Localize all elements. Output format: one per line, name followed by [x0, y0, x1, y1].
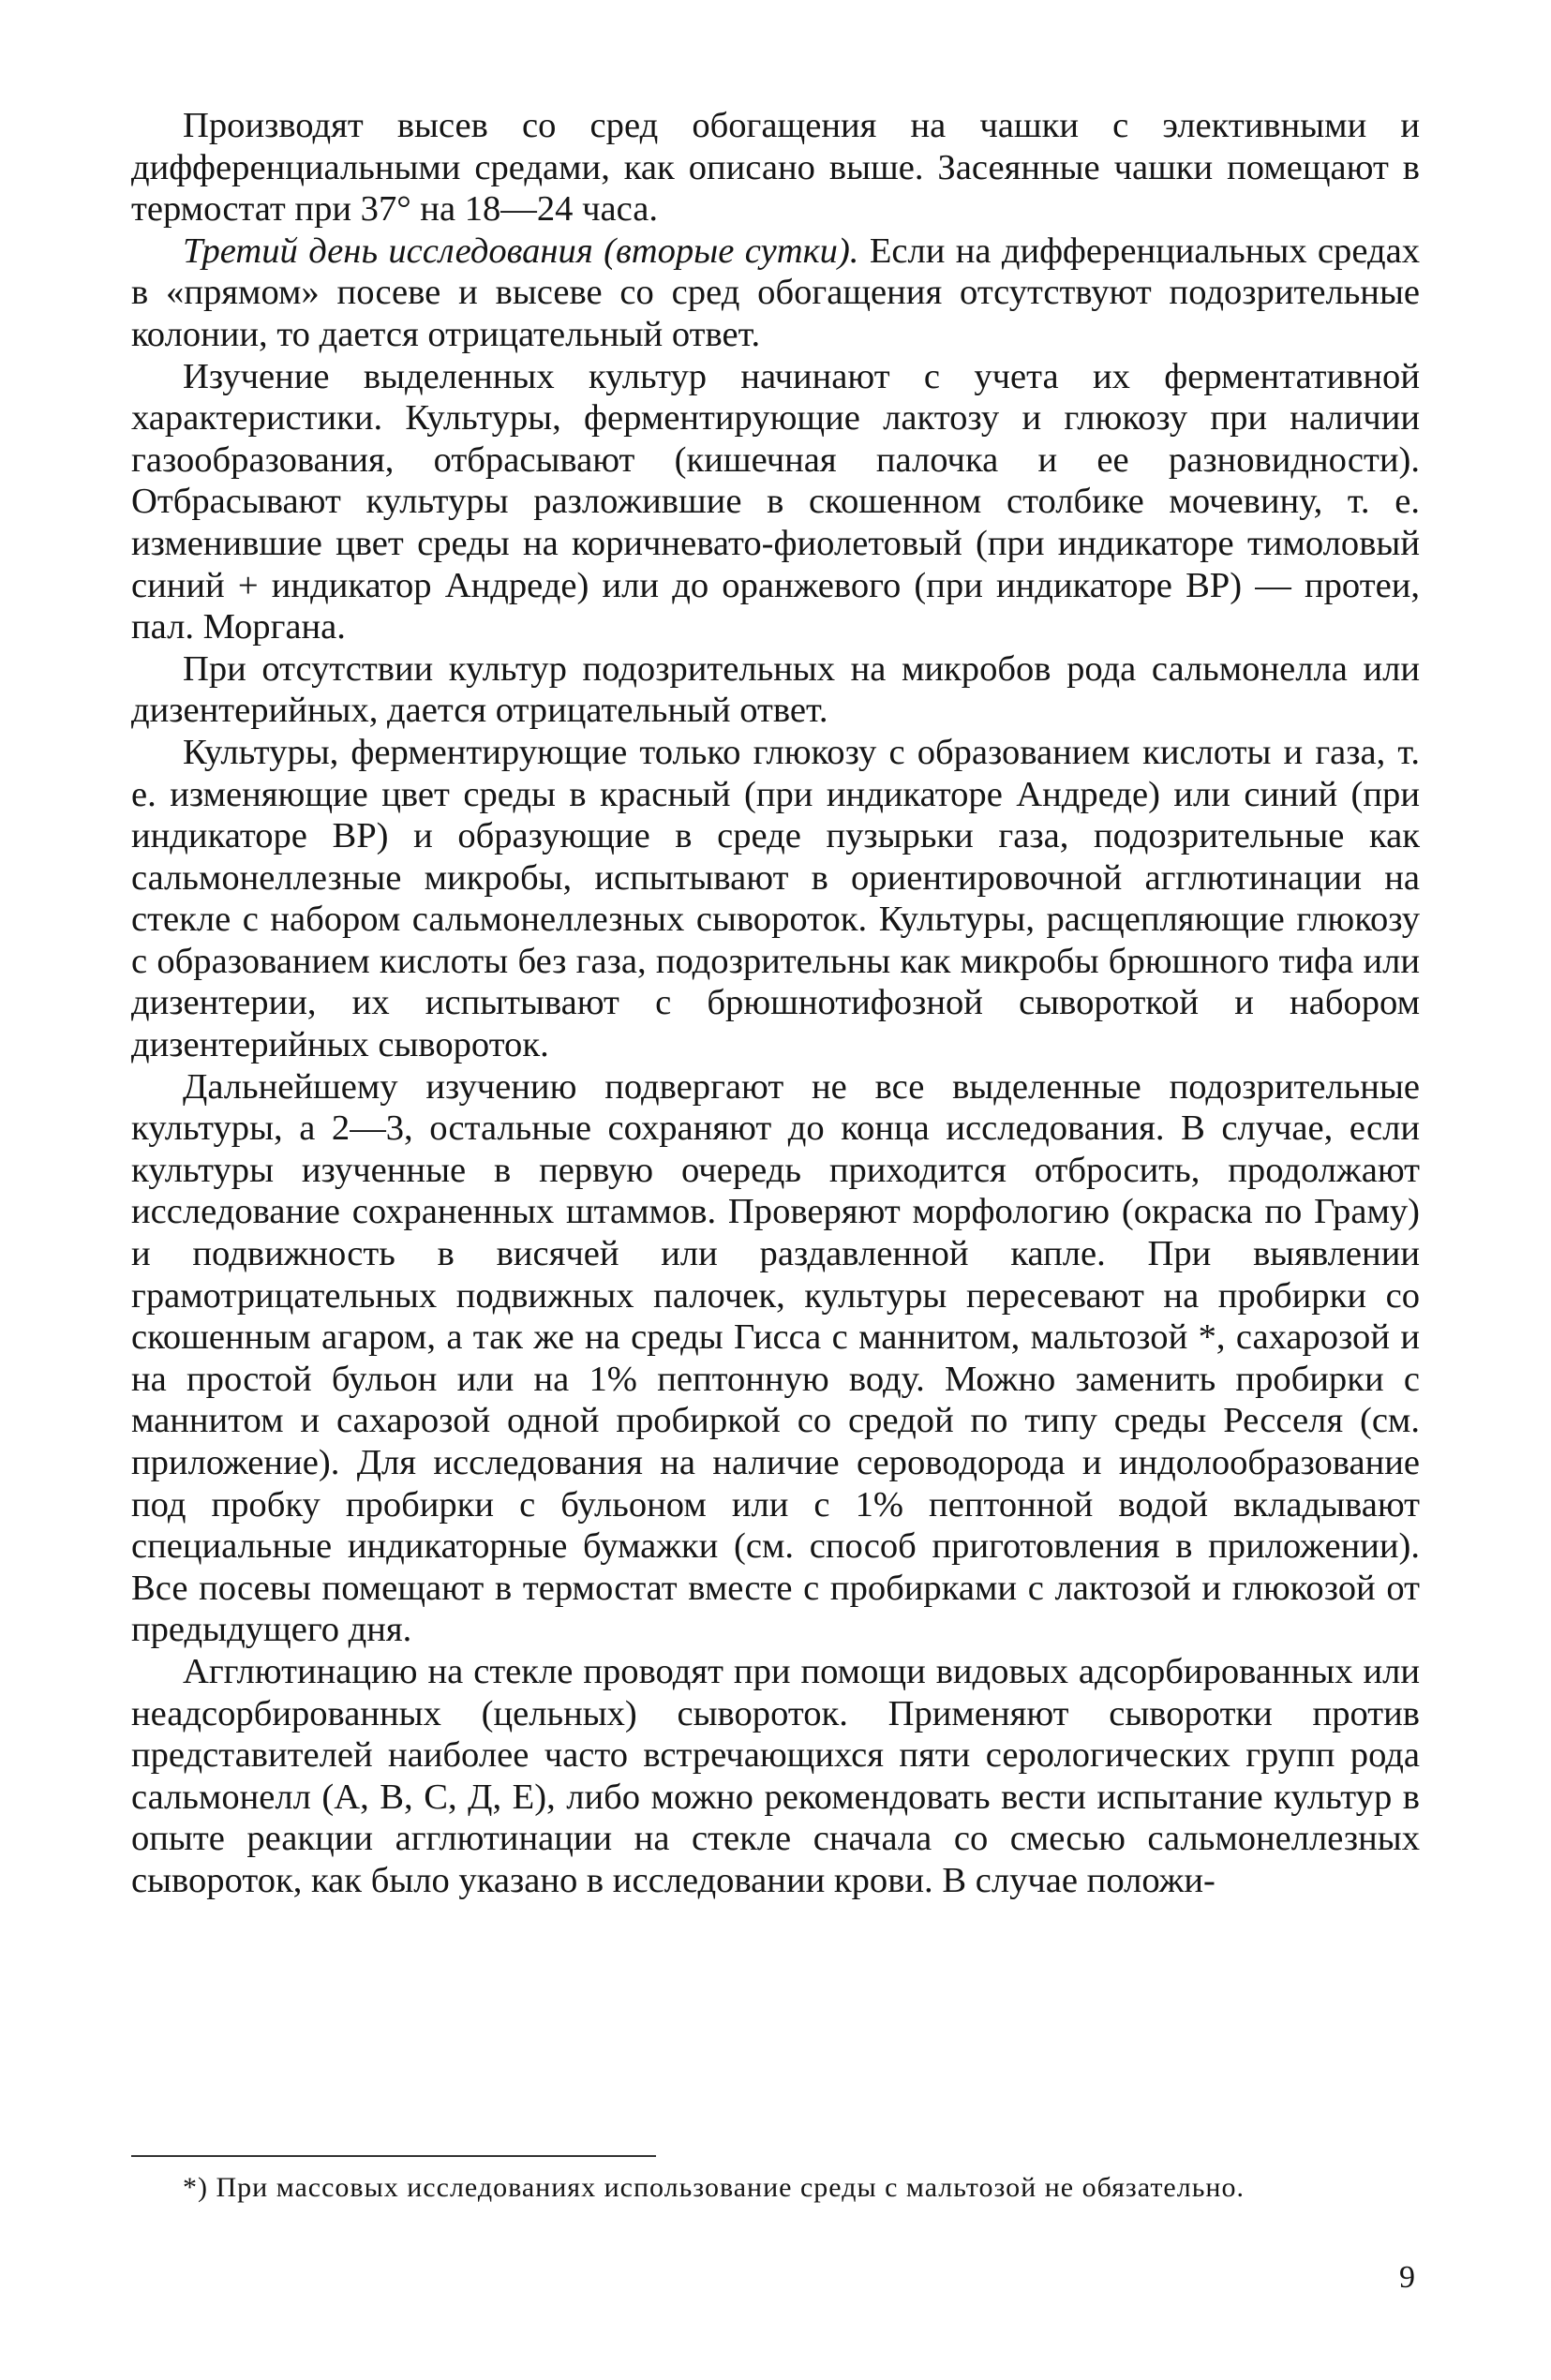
footnote-divider	[131, 2155, 656, 2157]
paragraph-3-text: Изучение выделенных культур начинают с учета их ферментативной характеристики. Культуры, ферментирующие лактозу и глюкозу при наличии газообразования, отбрасывают (кишечная палочка и ее разновидности). Отбрасывают культуры разложившие в скошенном столбике мочевину, т. е. изменившие цвет среды на коричневато-фиолетовый (при индикаторе тимоловый синий + индикатор Андреде) или до оранжевого (при индикаторе ВР) — протеи, пал. Моргана.	[131, 356, 1420, 647]
paragraph-7	[131, 1651, 1420, 1902]
footnote: *) При массовых исследованиях использование среды с мальтозой не обязательно.	[183, 2172, 1245, 2203]
paragraph-7-text: Агглютинацию на стекле проводят при помощи видовых адсорбированных или неадсорбированных (цельных) сывороток. Применяют сыворотки против представителей наиболее часто встречающихся пяти серологических групп рода сальмонелл (А, В, С, Д, Е), либо можно рекомендовать вести испытание культур в опыте реакции агглютинации на стекле сначала со смесью сальмонеллезных сывороток, как было указано в исследовании крови. В случае положи-	[131, 1651, 1420, 1900]
paragraph-4-text: При отсутствии культур подозрительных на микробов рода сальмонелла или дизентерийных, дается отрицательный ответ.	[131, 648, 1420, 731]
paragraph-6	[131, 1066, 1420, 1651]
paragraph-2-text: Если на дифференциальных средах в «прямом» посеве и высеве со сред обогащения отсутствуют подозрительные колонии, то дается отрицательный ответ.	[131, 231, 1420, 354]
paragraph-4	[131, 648, 1420, 732]
page-body	[131, 105, 1420, 1902]
paragraph-5-text: Культуры, ферментирующие только глюкозу с образованием кислоты и газа, т. е. изменяющие цвет среды в красный (при индикаторе Андреде) или синий (при индикаторе ВР) и образующие в среде пузырьки газа, подозрительные как сальмонеллезные микробы, испытывают в ориентировочной агглютинации на стекле с набором сальмонеллезных сывороток. Культуры, расщепляющие глюкозу с образованием кислоты без газа, подозрительны как микробы брюшного тифа или дизентерии, их испытывают с брюшнотифозной сывороткой и набором дизентерийных сывороток.	[131, 732, 1420, 1065]
section-heading-third-day: Третий день исследования (вторые сутки).	[183, 231, 859, 271]
paragraph-2	[131, 231, 1420, 356]
page-number: 9	[1399, 2260, 1415, 2295]
paragraph-5	[131, 732, 1420, 1066]
paragraph-6-text: Дальнейшему изучению подвергают не все выделенные подозрительные культуры, а 2—3, остальные сохраняют до конца исследования. В случае, если культуры изученные в первую очередь приходится отбросить, продолжают исследование сохраненных штаммов. Проверяют морфологию (окраска по Граму) и подвижность в висячей или раздавленной капле. При выявлении грамотрицательных подвижных палочек, культуры пересевают на пробирки со скошенным агаром, а так же на среды Гисса с маннитом, мальтозой *, сахарозой и на простой бульон или на 1% пептонную воду. Можно заменить пробирки с маннитом и сахарозой одной пробиркой со средой по типу среды Ресселя (см. приложение). Для исследования на наличие сероводорода и индолообразование под пробку пробирки с бульоном или с 1% пептонной водой вкладывают специальные индикаторные бумажки (см. способ приготовления в приложении). Все посевы помещают в термостат вместе с пробирками с лактозой и глюкозой от предыдущего дня.	[131, 1066, 1420, 1650]
paragraph-1	[131, 105, 1420, 231]
paragraph-3	[131, 356, 1420, 648]
paragraph-1-text: Производят высев со сред обогащения на чашки с элективными и дифференциальными средами, как описано выше. Засеянные чашки помещают в термостат при 37° на 18—24 часа.	[131, 106, 1420, 230]
